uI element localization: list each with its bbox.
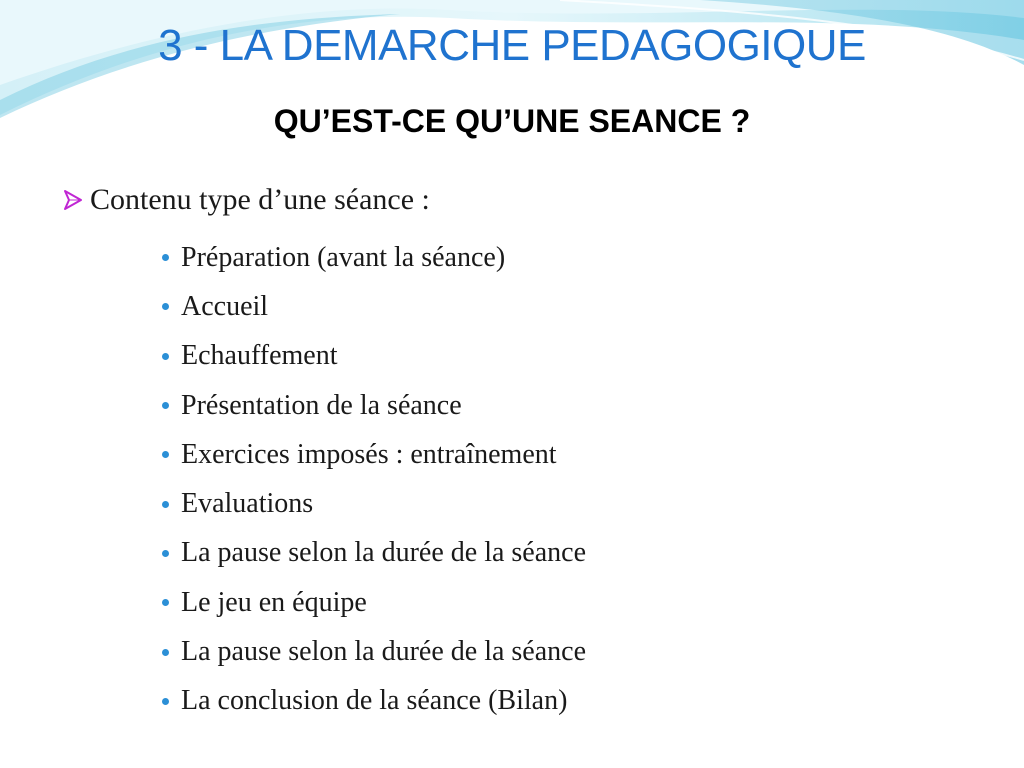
list-item — [162, 627, 586, 676]
slide-title: 3 - LA DEMARCHE PEDAGOGIQUE — [158, 21, 866, 70]
list-item-text: Accueil — [181, 290, 269, 322]
list-item — [162, 529, 586, 578]
bullet-dot-icon — [162, 501, 169, 508]
list-item-text: La pause selon la durée de la séance — [181, 537, 587, 569]
list-item — [162, 282, 586, 331]
slide-subtitle: QU’EST-CE QU’UNE SEANCE ? — [273, 103, 751, 139]
list-item-text: Préparation (avant la séance) — [181, 241, 506, 273]
bullet-dot-icon — [162, 649, 169, 656]
list-item — [162, 381, 586, 430]
list-item-text: La pause selon la durée de la séance — [181, 636, 587, 668]
bullet-dot-icon — [162, 451, 169, 458]
list-item — [162, 233, 586, 282]
bullet-dot-icon — [162, 303, 169, 310]
list-item-text: Exercices imposés : entraînement — [181, 438, 557, 470]
bullet-dot-icon — [162, 353, 169, 360]
bullet-dot-icon — [162, 698, 169, 705]
content-heading — [62, 182, 430, 218]
content-heading-text: Contenu type d’une séance : — [90, 183, 430, 216]
list-item — [162, 578, 586, 627]
list-item-text: La conclusion de la séance (Bilan) — [181, 685, 568, 717]
arrow-right-icon — [62, 189, 84, 211]
list-item-text: Présentation de la séance — [181, 389, 462, 421]
list-item-text: Evaluations — [181, 488, 314, 520]
bullet-dot-icon — [162, 402, 169, 409]
session-steps-list — [162, 233, 586, 726]
bullet-dot-icon — [162, 254, 169, 261]
list-item — [162, 479, 586, 528]
bullet-dot-icon — [162, 599, 169, 606]
list-item-text: Echauffement — [181, 340, 338, 372]
list-item — [162, 677, 586, 726]
list-item-text: Le jeu en équipe — [181, 586, 367, 618]
bullet-dot-icon — [162, 550, 169, 557]
list-item — [162, 332, 586, 381]
list-item — [162, 430, 586, 479]
